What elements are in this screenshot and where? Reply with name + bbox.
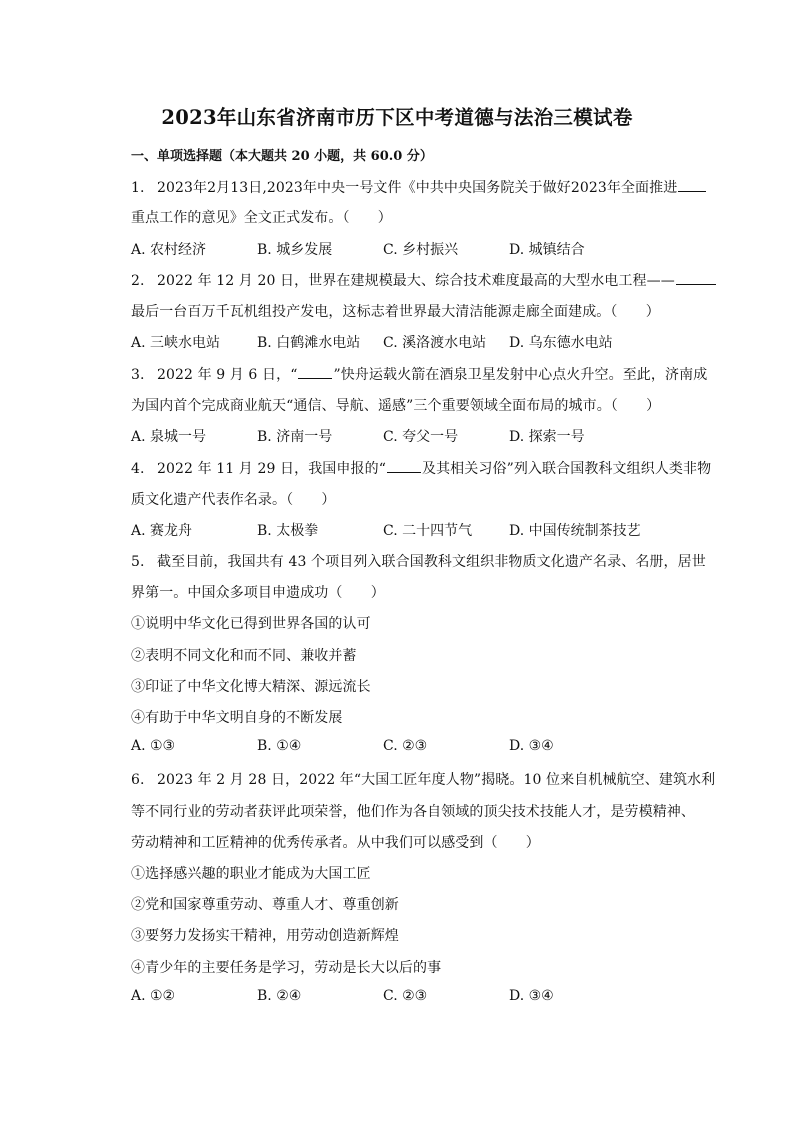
option-b[interactable]: B. 白鹤滩水电站 [257, 335, 361, 351]
option-a[interactable]: A. 赛龙舟 [131, 523, 193, 539]
question-number: 1. [131, 180, 145, 196]
question-text: 截至目前，我国共有 43 个项目列入联合国教科文组织非物质文化遗产名录、名册，居世 [157, 554, 706, 570]
question-number: 3. [131, 367, 145, 383]
question-text: 2022 年 12 月 20 日，世界在建规模最大、综合技术难度最高的大型水电工程—— [157, 273, 675, 289]
question-text: 2023 年 2 月 28 日，2022 年“大国工匠年度人物”揭晓。10 位来自机械航空、建筑水利 [157, 772, 716, 788]
question-6-statement-3: ③要努力发扬实干精神，用劳动创造新辉煌 [131, 928, 399, 944]
exam-title: 2023年山东省济南市历下区中考道德与法治三模试卷 [161, 106, 633, 129]
answer-blank [298, 364, 332, 379]
question-5-statement-2: ②表明不同文化和而不同、兼收并蓄 [131, 648, 357, 664]
question-2-line-1 [131, 270, 691, 290]
answer-blank [676, 270, 716, 285]
option-a[interactable]: A. ①② [131, 988, 176, 1004]
question-6-statement-2: ②党和国家尊重劳动、尊重人才、尊重创新 [131, 897, 399, 913]
option-a[interactable]: A. 三峡水电站 [131, 335, 221, 351]
question-5-statement-3: ③印证了中华文化博大精深、源远流长 [131, 679, 371, 695]
question-6-line-1 [131, 769, 716, 789]
question-text: 2022 年 9 月 6 日，“ [157, 367, 298, 383]
section-heading: 一、单项选择题（本大题共 20 小题，共 60.0 分） [131, 149, 433, 164]
question-text: 2023年2月13日,2023年中央一号文件《中共中央国务院关于做好2023年全面推进 [157, 180, 678, 196]
option-d[interactable]: D. 乌东德水电站 [509, 335, 613, 351]
option-b[interactable]: B. 城乡发展 [257, 242, 333, 258]
question-6-line-3: 劳动精神和工匠精神的优秀传承者。从中我们可以感受到（ ） [131, 835, 540, 851]
option-d[interactable]: D. 探索一号 [509, 429, 585, 445]
question-number: 6. [131, 772, 145, 788]
question-1-line-2: 重点工作的意见》全文正式发布。（ ） [131, 210, 392, 226]
option-a[interactable]: A. 泉城一号 [131, 429, 207, 445]
option-d[interactable]: D. ③④ [509, 988, 554, 1004]
question-6-line-2: 等不同行业的劳动者获评此项荣誉，他们作为各自领域的顶尖技术技能人才，是劳模精神、 [131, 804, 695, 820]
question-4-line-1 [131, 458, 712, 478]
option-c[interactable]: C. 乡村振兴 [383, 242, 459, 258]
option-c[interactable]: C. 二十四节气 [383, 523, 473, 539]
question-5-line-2: 界第一。中国众多项目申遗成功（ ） [131, 585, 385, 601]
option-d[interactable]: D. ③④ [509, 738, 554, 754]
option-c[interactable]: C. ②③ [383, 738, 428, 754]
question-5-statement-4: ④有助于中华文明自身的不断发展 [131, 710, 343, 726]
answer-blank [387, 458, 421, 473]
question-number: 4. [131, 461, 145, 477]
question-number: 2. [131, 273, 145, 289]
question-2-line-2: 最后一台百万千瓦机组投产发电，这标志着世界最大清洁能源走廊全面建成。（ ） [131, 304, 660, 320]
question-1-line-1 [131, 177, 691, 197]
option-b[interactable]: B. ②④ [257, 988, 302, 1004]
option-c[interactable]: C. ②③ [383, 988, 428, 1004]
question-6-statement-4: ④青少年的主要任务是学习，劳动是长大以后的事 [131, 960, 442, 976]
option-b[interactable]: B. 济南一号 [257, 429, 333, 445]
option-d[interactable]: D. 城镇结合 [509, 242, 585, 258]
option-c[interactable]: C. 溪洛渡水电站 [383, 335, 487, 351]
question-3-line-2: 为国内首个完成商业航天“通信、导航、遥感”三个重要领域全面布局的城市。（ ） [131, 398, 661, 414]
option-b[interactable]: B. ①④ [257, 738, 302, 754]
question-3-line-1 [131, 364, 708, 384]
question-number: 5. [131, 554, 145, 570]
question-5-line-1 [131, 551, 706, 571]
question-text: 2022 年 11 月 29 日，我国申报的“ [157, 461, 386, 477]
option-a[interactable]: A. 农村经济 [131, 242, 207, 258]
question-6-statement-1: ①选择感兴趣的职业才能成为大国工匠 [131, 866, 371, 882]
option-b[interactable]: B. 太极拳 [257, 523, 319, 539]
question-5-statement-1: ①说明中华文化已得到世界各国的认可 [131, 616, 371, 632]
answer-blank [678, 177, 706, 192]
question-text-cont: ”快舟运载火箭在酒泉卫星发射中心点火升空。至此，济南成 [333, 367, 708, 383]
question-text-cont: 及其相关习俗”列入联合国教科文组织人类非物 [421, 461, 712, 477]
option-a[interactable]: A. ①③ [131, 738, 176, 754]
question-4-line-2: 质文化遗产代表作名录。（ ） [131, 492, 336, 508]
option-d[interactable]: D. 中国传统制茶技艺 [509, 523, 641, 539]
option-c[interactable]: C. 夸父一号 [383, 429, 459, 445]
